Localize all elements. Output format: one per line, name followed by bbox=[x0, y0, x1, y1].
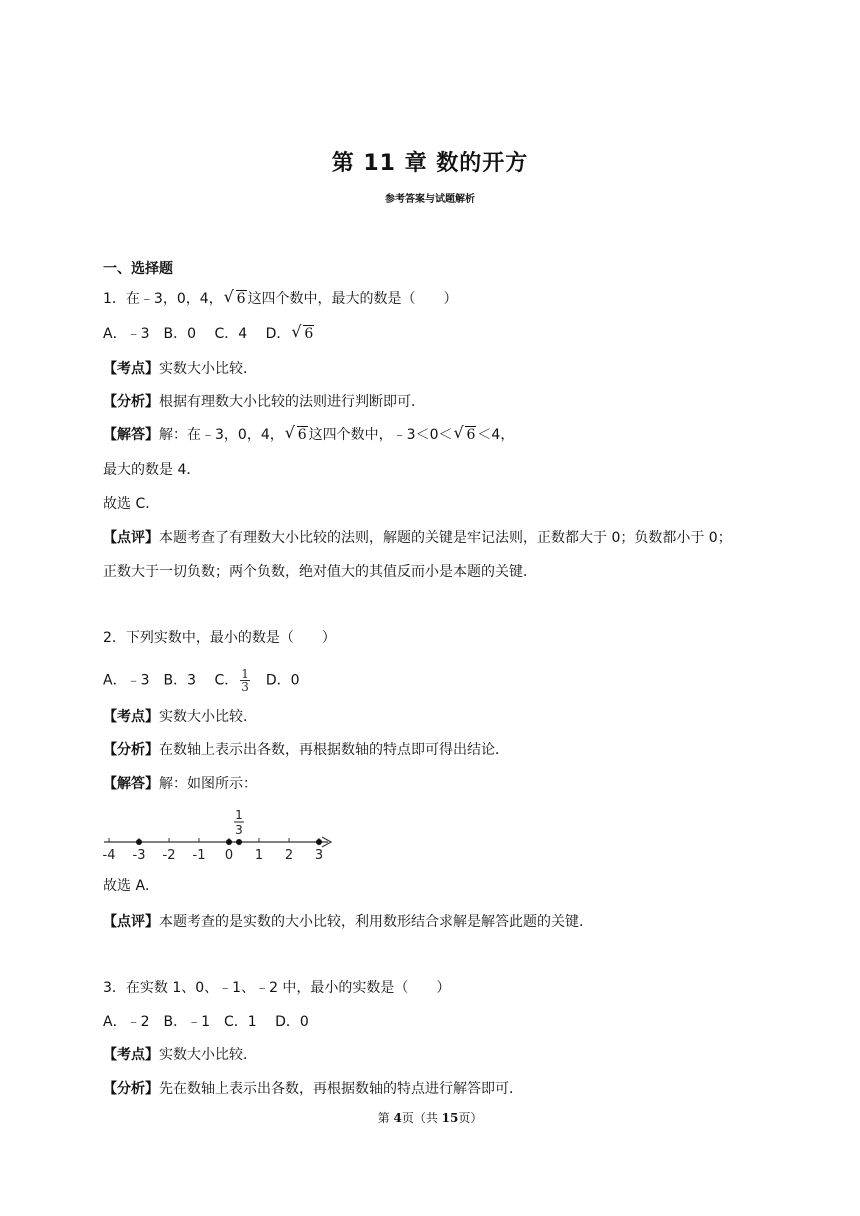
number-point bbox=[316, 839, 322, 845]
sqrt-symbol: √ 6 bbox=[453, 423, 476, 443]
tick-label: 0 bbox=[224, 848, 234, 863]
sqrt-symbol: √ 6 bbox=[291, 322, 314, 342]
q2-dianping: 【点评】本题考查的是实数的大小比较，利用数形结合求解是解答此题的关键． bbox=[103, 914, 593, 930]
q2-jieda: 【解答】解：如图所示： bbox=[103, 776, 257, 792]
q3-stem: 3．在实数 1、0、﹣1、﹣2 中，最小的实数是（ ） bbox=[103, 980, 451, 996]
page-footer: 第 4页（共 15页） bbox=[377, 1111, 483, 1125]
tick-label: -1 bbox=[192, 848, 206, 863]
q2-stem: 2．下列实数中，最小的数是（ ） bbox=[103, 630, 336, 646]
q1-kaodian: 【考点】实数大小比较． bbox=[103, 361, 257, 377]
number-point bbox=[236, 839, 242, 845]
q1-options: A．﹣3 B．0 C．4 D． √ 6 bbox=[103, 322, 314, 342]
q1-dianping: 【点评】本题考查了有理数大小比较的法则，解题的关键是牢记法则，正数都大于 0；负数都小于 0； bbox=[103, 530, 732, 546]
q1-dianping-cont: 正数大于一切负数；两个负数，绝对值大的其值反而小是本题的关键． bbox=[103, 564, 537, 580]
q1-jieda: 【解答】解：在﹣3，0，4， √ 6 这四个数中，﹣3＜0＜ √ 6 ＜4， bbox=[103, 423, 515, 443]
number-point bbox=[136, 839, 142, 845]
chapter-subtitle: 参考答案与试题解析 bbox=[385, 194, 475, 205]
q2-options: A．﹣3 B．3 C． $\frac{1}{3}$ D．0 bbox=[103, 667, 300, 694]
tick-label: 3 bbox=[314, 848, 324, 863]
fraction: $\frac{1}{3}$ bbox=[241, 667, 249, 694]
chapter-title: 第 11 章 数的开方 bbox=[331, 151, 529, 176]
q2-kaodian: 【考点】实数大小比较． bbox=[103, 709, 257, 725]
label-fraction-num: 1 bbox=[235, 808, 243, 822]
tick-label: -4 bbox=[102, 848, 116, 863]
section-heading: 一、选择题 bbox=[103, 261, 173, 277]
number-line bbox=[102, 806, 338, 864]
q1-choice: 故选 C． bbox=[103, 496, 160, 512]
q1-fenxi: 【分析】根据有理数大小比较的法则进行判断即可． bbox=[103, 394, 425, 410]
q1-answer: 最大的数是 4． bbox=[103, 462, 201, 478]
sqrt-symbol: √ 6 bbox=[284, 423, 307, 443]
q2-choice: 故选 A． bbox=[103, 878, 160, 894]
q2-fenxi: 【分析】在数轴上表示出各数，再根据数轴的特点即可得出结论． bbox=[103, 742, 509, 758]
q1-stem: 1．在﹣3，0，4， √ 6 这四个数中，最大的数是（ ） bbox=[103, 287, 458, 307]
tick-label: -2 bbox=[162, 848, 176, 863]
tick-label: -3 bbox=[132, 848, 146, 863]
tick-label: 2 bbox=[284, 848, 294, 863]
sqrt-symbol: √ 6 bbox=[223, 287, 246, 307]
q3-kaodian: 【考点】实数大小比较． bbox=[103, 1047, 257, 1063]
tick-label: 1 bbox=[254, 848, 264, 863]
label-fraction-den: 3 bbox=[235, 823, 243, 837]
number-point bbox=[226, 839, 232, 845]
q3-fenxi: 【分析】先在数轴上表示出各数，再根据数轴的特点进行解答即可． bbox=[103, 1081, 523, 1097]
q3-options: A．﹣2 B．﹣1 C．1 D．0 bbox=[103, 1014, 309, 1030]
